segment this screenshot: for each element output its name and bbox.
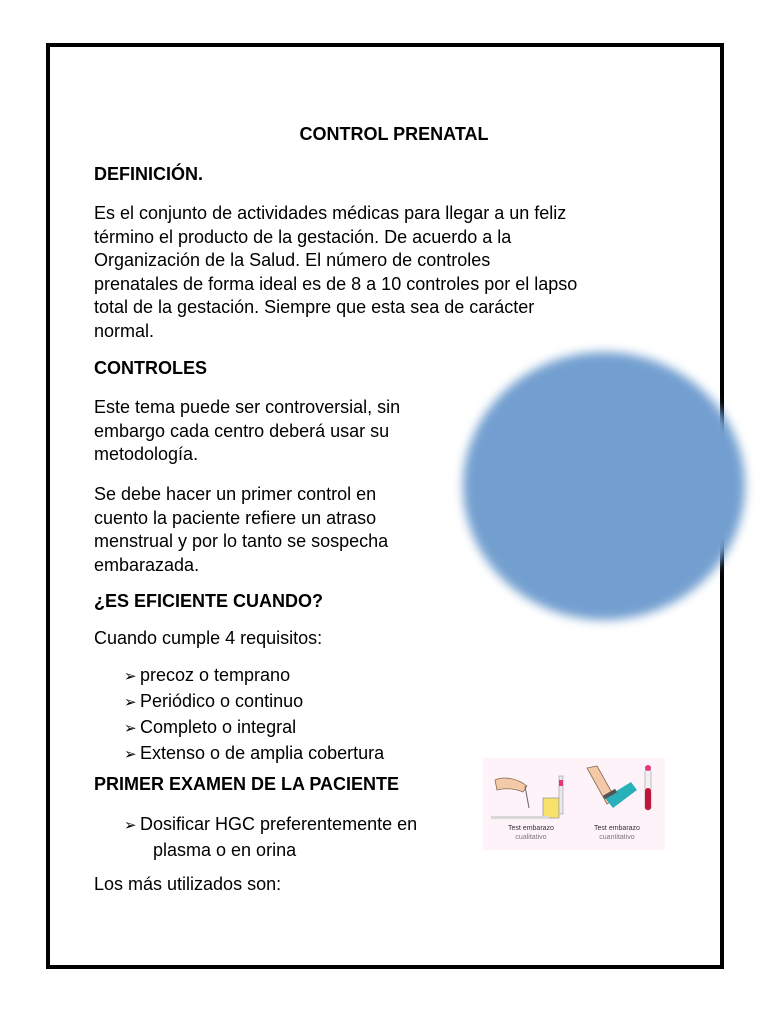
arrow-bullet-icon: ➢: [124, 694, 137, 711]
paragraph-definicion: Es el conjunto de actividades médicas para llegar a un feliz término el producto de la gestación. De acuerdo a la Organización de la Salud. El número de controles prenatales de forma ideal es de 8 a 10 controles por el lapso total de la gestación. Siempre que esta sea de carácter normal.: [94, 203, 578, 341]
examen-outro: Los más utilizados son:: [94, 874, 282, 894]
list-item: ➢ Completo o integral: [124, 715, 384, 741]
requisitos-list: [124, 663, 384, 767]
decorative-blue-circle: [463, 352, 745, 620]
heading-primer-examen: PRIMER EXAMEN DE LA PACIENTE: [94, 774, 400, 794]
list-item: ➢ Periódico o continuo: [124, 689, 384, 715]
eficiente-intro: Cuando cumple 4 requisitos:: [94, 628, 323, 648]
paragraph-controles-2: Se debe hacer un primer control en cuento la paciente refiere un atraso menstrual y por lo tanto se sospecha embarazada.: [94, 484, 389, 575]
pregnancy-test-illustration: [483, 758, 665, 850]
heading-definicion: DEFINICIÓN.: [94, 164, 204, 184]
page-title: CONTROL PRENATAL: [299, 124, 489, 144]
test-label-qualitative: Test embarazo cualitativo: [508, 825, 554, 841]
heading-controles: CONTROLES: [94, 358, 208, 378]
test-label-quantitative: Test embarazo cuantitativo: [594, 825, 640, 841]
arrow-bullet-icon: ➢: [124, 817, 137, 834]
arrow-bullet-icon: ➢: [124, 720, 137, 737]
examen-list: [124, 812, 417, 862]
list-item: ➢ Dosificar HGC preferentemente en: [124, 812, 417, 838]
paragraph-controles-1: Este tema puede ser controversial, sin embargo cada centro deberá usar su metodología.: [94, 397, 401, 464]
list-item-continuation: plasma o en orina: [153, 840, 297, 860]
arrow-bullet-icon: ➢: [124, 746, 137, 763]
arrow-bullet-icon: ➢: [124, 668, 137, 685]
list-item: ➢ precoz o temprano: [124, 663, 384, 689]
heading-eficiente: ¿ES EFICIENTE CUANDO?: [94, 591, 324, 611]
list-item: ➢ Extenso o de amplia cobertura: [124, 741, 384, 767]
